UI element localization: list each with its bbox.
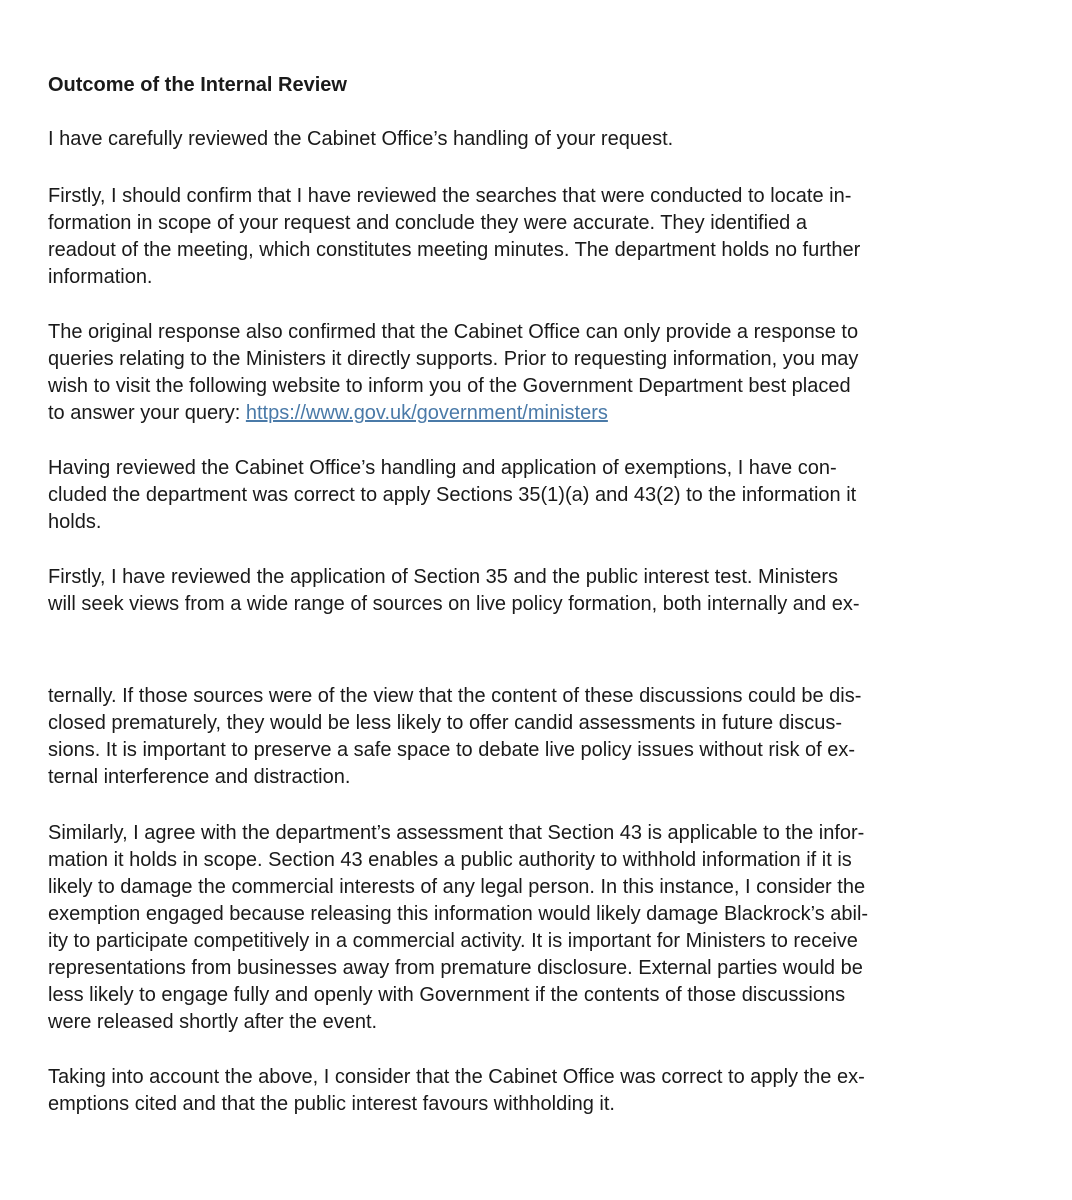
text-line: readout of the meeting, which constitutes meeting minutes. The department holds no further <box>48 239 861 261</box>
text-line: wish to visit the following website to inform you of the Government Department best placed <box>48 375 851 397</box>
text-line: representations from businesses away from premature disclosure. External parties would be <box>48 957 863 979</box>
paragraph-searches <box>48 183 1048 291</box>
text-line: Firstly, I should confirm that I have reviewed the searches that were conducted to locate in- <box>48 185 852 207</box>
paragraph-conclusion <box>48 1064 1048 1118</box>
paragraph-section-43 <box>48 820 1048 1036</box>
ministers-website-link[interactable]: https://www.gov.uk/government/ministers <box>245 402 608 424</box>
paragraph-section-35 <box>48 564 1048 618</box>
text-line: ternal interference and distraction. <box>48 766 351 788</box>
text-line: less likely to engage fully and openly with Government if the contents of those discussions <box>48 984 846 1006</box>
text-line: formation in scope of your request and conclude they were accurate. They identified a <box>48 212 807 234</box>
text-line: information. <box>48 266 153 288</box>
text-line: I have carefully reviewed the Cabinet Office’s handling of your request. <box>48 128 674 150</box>
paragraph-section-35-continued <box>48 683 1048 791</box>
text-line: exemption engaged because releasing this information would likely damage Blackrock’s abil- <box>48 903 869 925</box>
text-line: holds. <box>48 511 102 533</box>
text-line: likely to damage the commercial interests of any legal person. In this instance, I consider the <box>48 876 866 898</box>
text-line: queries relating to the Ministers it directly supports. Prior to requesting information, you may <box>48 348 859 370</box>
text-line: mation it holds in scope. Section 43 enables a public authority to withhold information if it is <box>48 849 852 871</box>
text-line: were released shortly after the event. <box>48 1011 378 1033</box>
paragraph-original-response <box>48 319 1048 427</box>
text-line: ternally. If those sources were of the view that the content of these discussions could be dis- <box>48 685 862 707</box>
review-outcome-heading: Outcome of the Internal Review <box>48 74 347 96</box>
text-line: will seek views from a wide range of sources on live policy formation, both internally and ex- <box>48 593 860 615</box>
paragraph-review-intro <box>48 126 1048 153</box>
text-line: closed prematurely, they would be less likely to offer candid assessments in future discus- <box>48 712 843 734</box>
paragraph-exemptions <box>48 455 1048 536</box>
text-line: ity to participate competitively in a commercial activity. It is important for Ministers to receive <box>48 930 858 952</box>
text-line: cluded the department was correct to apply Sections 35(1)(a) and 43(2) to the information it <box>48 484 857 506</box>
text-line-with-link <box>48 400 1048 427</box>
link-prefix-text: to answer your query: <box>48 402 246 424</box>
text-line: Having reviewed the Cabinet Office’s handling and application of exemptions, I have con- <box>48 457 837 479</box>
text-line: Taking into account the above, I consider that the Cabinet Office was correct to apply the ex- <box>48 1066 865 1088</box>
text-line: The original response also confirmed that the Cabinet Office can only provide a response to <box>48 321 859 343</box>
text-line: sions. It is important to preserve a safe space to debate live policy issues without risk of ex- <box>48 739 856 761</box>
text-line: emptions cited and that the public interest favours withholding it. <box>48 1093 615 1115</box>
text-line: Similarly, I agree with the department’s assessment that Section 43 is applicable to the infor- <box>48 822 865 844</box>
text-line: Firstly, I have reviewed the application of Section 35 and the public interest test. Ministers <box>48 566 839 588</box>
